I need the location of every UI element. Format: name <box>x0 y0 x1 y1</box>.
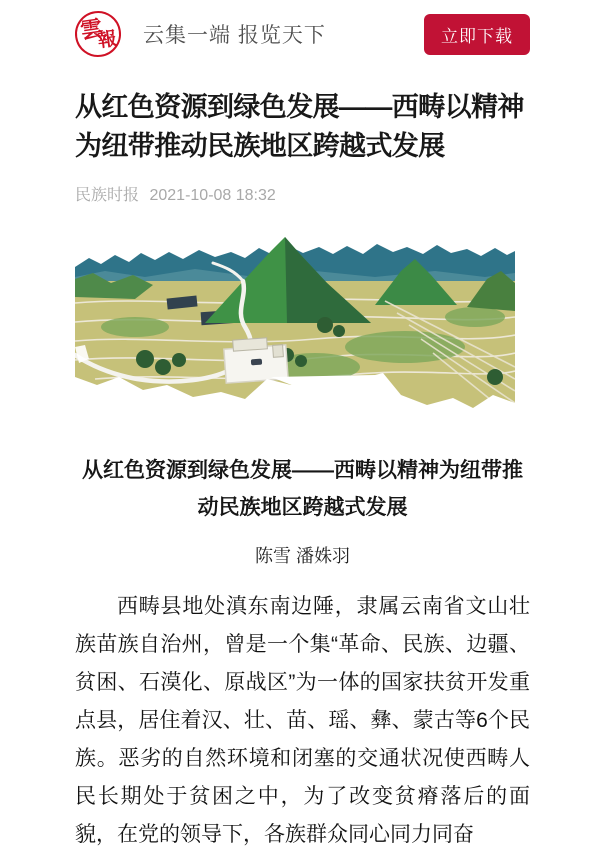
download-now-button[interactable]: 立即下载 <box>424 14 530 55</box>
byline <box>75 182 530 205</box>
aerial-landscape-illustration <box>75 227 515 422</box>
publish-datetime: 2021-10-08 18:32 <box>149 187 276 204</box>
logo-char-bao: 報 <box>96 28 119 52</box>
article-paragraph: 西畴县地处滇东南边陲，隶属云南省文山壮族苗族自治州，曾是一个集“革命、民族、边疆、贫困、石漠化、原战区”为一体的国家扶贫开发重点县，居住着汉、壮、苗、瑶、彝、蒙古等6个民族。恶劣的自然环境和闭塞的交通状况使西畴人民长期处于贫困之中，为了改变贫瘠落后的面貌，在党的领导下，各族群众同心同力同奋 <box>75 595 530 846</box>
source-name: 民族时报 <box>75 187 140 204</box>
app-header <box>75 10 530 58</box>
article-photo <box>75 227 515 422</box>
article-page <box>75 10 530 854</box>
inner-article-title: 从红色资源到绿色发展——西畴以精神为纽带推动民族地区跨越式发展 <box>82 459 523 519</box>
logo-char-yun: 雲 <box>78 15 104 44</box>
article-title: 从红色资源到绿色发展——西畴以精神为纽带推动民族地区跨越式发展 <box>75 92 524 161</box>
authors-line: 陈雪 潘姝羽 <box>254 546 350 566</box>
app-tagline: 云集一端 报览天下 <box>143 24 326 47</box>
yunbao-seal-logo-icon[interactable] <box>72 8 124 60</box>
